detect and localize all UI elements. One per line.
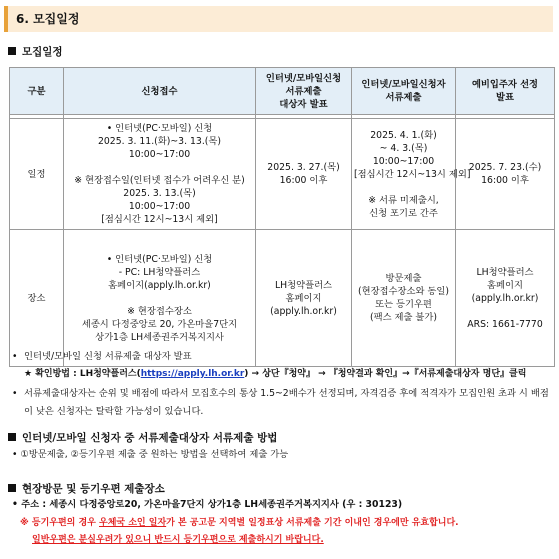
cell-line: LH청약플러스: [476, 266, 534, 278]
cell-line: [354, 181, 453, 194]
notes: [10, 350, 550, 424]
cell-line: LH청약플러스: [274, 279, 333, 291]
cell-line: ※ 서류 미제출시,: [368, 194, 439, 206]
warning-text-2: 일반우편은 분실우려가 있으니 반드시 등기우편으로 제출하시기 바랍니다.: [32, 535, 324, 545]
cell-line: 2025. 3. 27.(목): [267, 162, 340, 173]
cell-line: - PC: LH청약플러스: [118, 266, 201, 278]
table-row: [10, 230, 555, 367]
final-cell: [456, 119, 555, 230]
warning-text-c: 가 본 공고문 지역별 일정표상 서류제출 기간 이내인 경우에만 유효합니다.: [166, 518, 459, 528]
cell-line: 서류제출: [385, 92, 422, 103]
cell-line: 2025. 3. 11.(화)~3. 13.(목): [97, 136, 222, 147]
cell-line: ※ 현장접수장소: [127, 305, 192, 317]
submit-cell: [352, 119, 471, 230]
submission-place-title-text: 현장방문 및 등기우편 제출장소: [22, 483, 165, 495]
check-method-suffix: ) → 상단『청약』 → 『청약결과 확인』→『서류제출대상자 명단』클릭: [244, 369, 527, 379]
apply-cell: [64, 119, 256, 230]
row-label: 장소: [10, 230, 64, 367]
cell-line: 구분: [27, 85, 46, 97]
schedule-table: [9, 67, 555, 367]
cell-line: 홈페이지(apply.lh.or.kr): [108, 279, 211, 291]
submission-place-title: [8, 481, 165, 496]
cell-line: 신청접수: [141, 85, 178, 97]
cell-line: 10:00~17:00: [128, 201, 191, 212]
cell-line: (apply.lh.or.kr): [270, 305, 337, 317]
warning-text-b: 우체국 소인 일자: [99, 518, 167, 528]
announce-cell: [256, 230, 352, 367]
address-line: • 주소 : 세종시 다정중앙로20, 가온마을7단지 상가1층 LH세종권주거복지지사 (우 : 30123): [12, 499, 403, 510]
section-title: 6. 모집일정: [16, 12, 80, 26]
note-item: [10, 385, 550, 421]
final-cell: [456, 230, 555, 367]
submission-method-title: [8, 430, 277, 445]
header-cell: [64, 68, 256, 115]
cell-line: 홈페이지: [285, 292, 322, 304]
cell-line: • 인터넷(PC·모바일) 신청: [106, 253, 213, 265]
cell-line: 또는 등기우편: [375, 299, 432, 310]
cell-line: [점심시간 12시~13시 제외]: [354, 168, 471, 180]
cell-line: 10:00~17:00: [372, 155, 435, 167]
header-cell: [352, 68, 456, 115]
cell-line: 신청 포기로 간주: [369, 207, 438, 219]
submission-method-line: • ①방문제출, ②등기우편 제출 중 원하는 방법을 선택하여 제출 가능: [12, 449, 289, 460]
bullet-icon: •: [12, 351, 18, 362]
announce-cell: [256, 119, 352, 230]
header-cell: [256, 68, 352, 115]
warning-line-2: [32, 533, 324, 547]
cell-line: (apply.lh.or.kr): [471, 292, 539, 304]
cell-line: [점심시간 12시~13시 제외]: [101, 214, 218, 225]
cell-line: [66, 161, 253, 174]
submission-method-title-text: 인터넷/모바일 신청자 중 서류제출대상자 서류제출 방법: [22, 432, 278, 444]
row-label: 일정: [10, 119, 64, 230]
cell-line: ※ 현장접수일(인터넷 접수가 어려우신 분): [74, 175, 245, 186]
square-bullet-icon: [8, 433, 16, 441]
cell-line: 대상자 발표: [279, 98, 328, 110]
apply-cell: [64, 230, 256, 367]
cell-line: (현장접수장소와 동일): [357, 286, 450, 297]
apply-link[interactable]: https://apply.lh.or.kr: [140, 369, 245, 379]
square-bullet-icon: [8, 484, 16, 492]
cell-line: 상가1층 LH세종권주거복지지사: [95, 331, 224, 343]
header-cell: [10, 68, 64, 115]
note-text: 서류제출대상자는 순위 및 배점에 따라서 모집호수의 통상 1.5~2배수가 선정되며, 자격검증 후에 적격자가 모집인원 초과 시 배점이 낮은 신청자는 탈락할 가능성이 있습니다.: [24, 388, 549, 417]
cell-line: (팩스 제출 불가): [369, 312, 438, 323]
cell-line: 10:00~17:00: [128, 149, 191, 160]
cell-line: 2025. 3. 13.(목): [123, 188, 196, 199]
cell-line: 발표: [496, 92, 514, 103]
schedule-subtitle-text: 모집일정: [22, 46, 63, 58]
note-item: [10, 350, 550, 364]
schedule-subtitle: [8, 44, 63, 59]
cell-line: [66, 292, 253, 305]
cell-line: ARS: 1661-7770: [467, 318, 543, 330]
square-bullet-icon: [8, 47, 16, 55]
cell-line: 예비입주자 선정: [471, 79, 539, 90]
warning-text-a: ※ 등기우편의 경우: [20, 518, 100, 528]
bullet-icon: •: [12, 388, 18, 399]
check-method: [10, 367, 550, 381]
cell-line: ~ 4. 3.(목): [379, 142, 428, 154]
check-method-prefix: ★ 확인방법 : LH청약플러스(: [24, 369, 141, 379]
cell-line: 2025. 7. 23.(수): [468, 162, 542, 173]
warning-line: [20, 516, 459, 530]
section-header: [4, 6, 553, 32]
cell-line: 서류제출: [285, 85, 322, 97]
cell-line: • 인터넷(PC·모바일) 신청: [106, 123, 213, 134]
table-row: [10, 119, 555, 230]
cell-line: 16:00 이후: [481, 175, 529, 186]
cell-line: 방문제출: [385, 273, 422, 284]
cell-line: 인터넷/모바일신청: [265, 72, 342, 84]
cell-line: 홈페이지: [487, 279, 523, 291]
cell-line: 16:00 이후: [279, 175, 328, 186]
cell-line: [458, 305, 552, 318]
note-text: 인터넷/모바일 신청 서류제출 대상자 발표: [24, 351, 192, 362]
cell-line: 인터넷/모바일신청자: [361, 79, 446, 90]
cell-line: 세종시 다정중앙로 20, 가온마을7단지: [81, 318, 238, 330]
cell-line: 2025. 4. 1.(화): [370, 129, 437, 141]
submit-cell: [352, 230, 456, 367]
table-header-row: [10, 68, 555, 115]
header-cell: [456, 68, 555, 115]
